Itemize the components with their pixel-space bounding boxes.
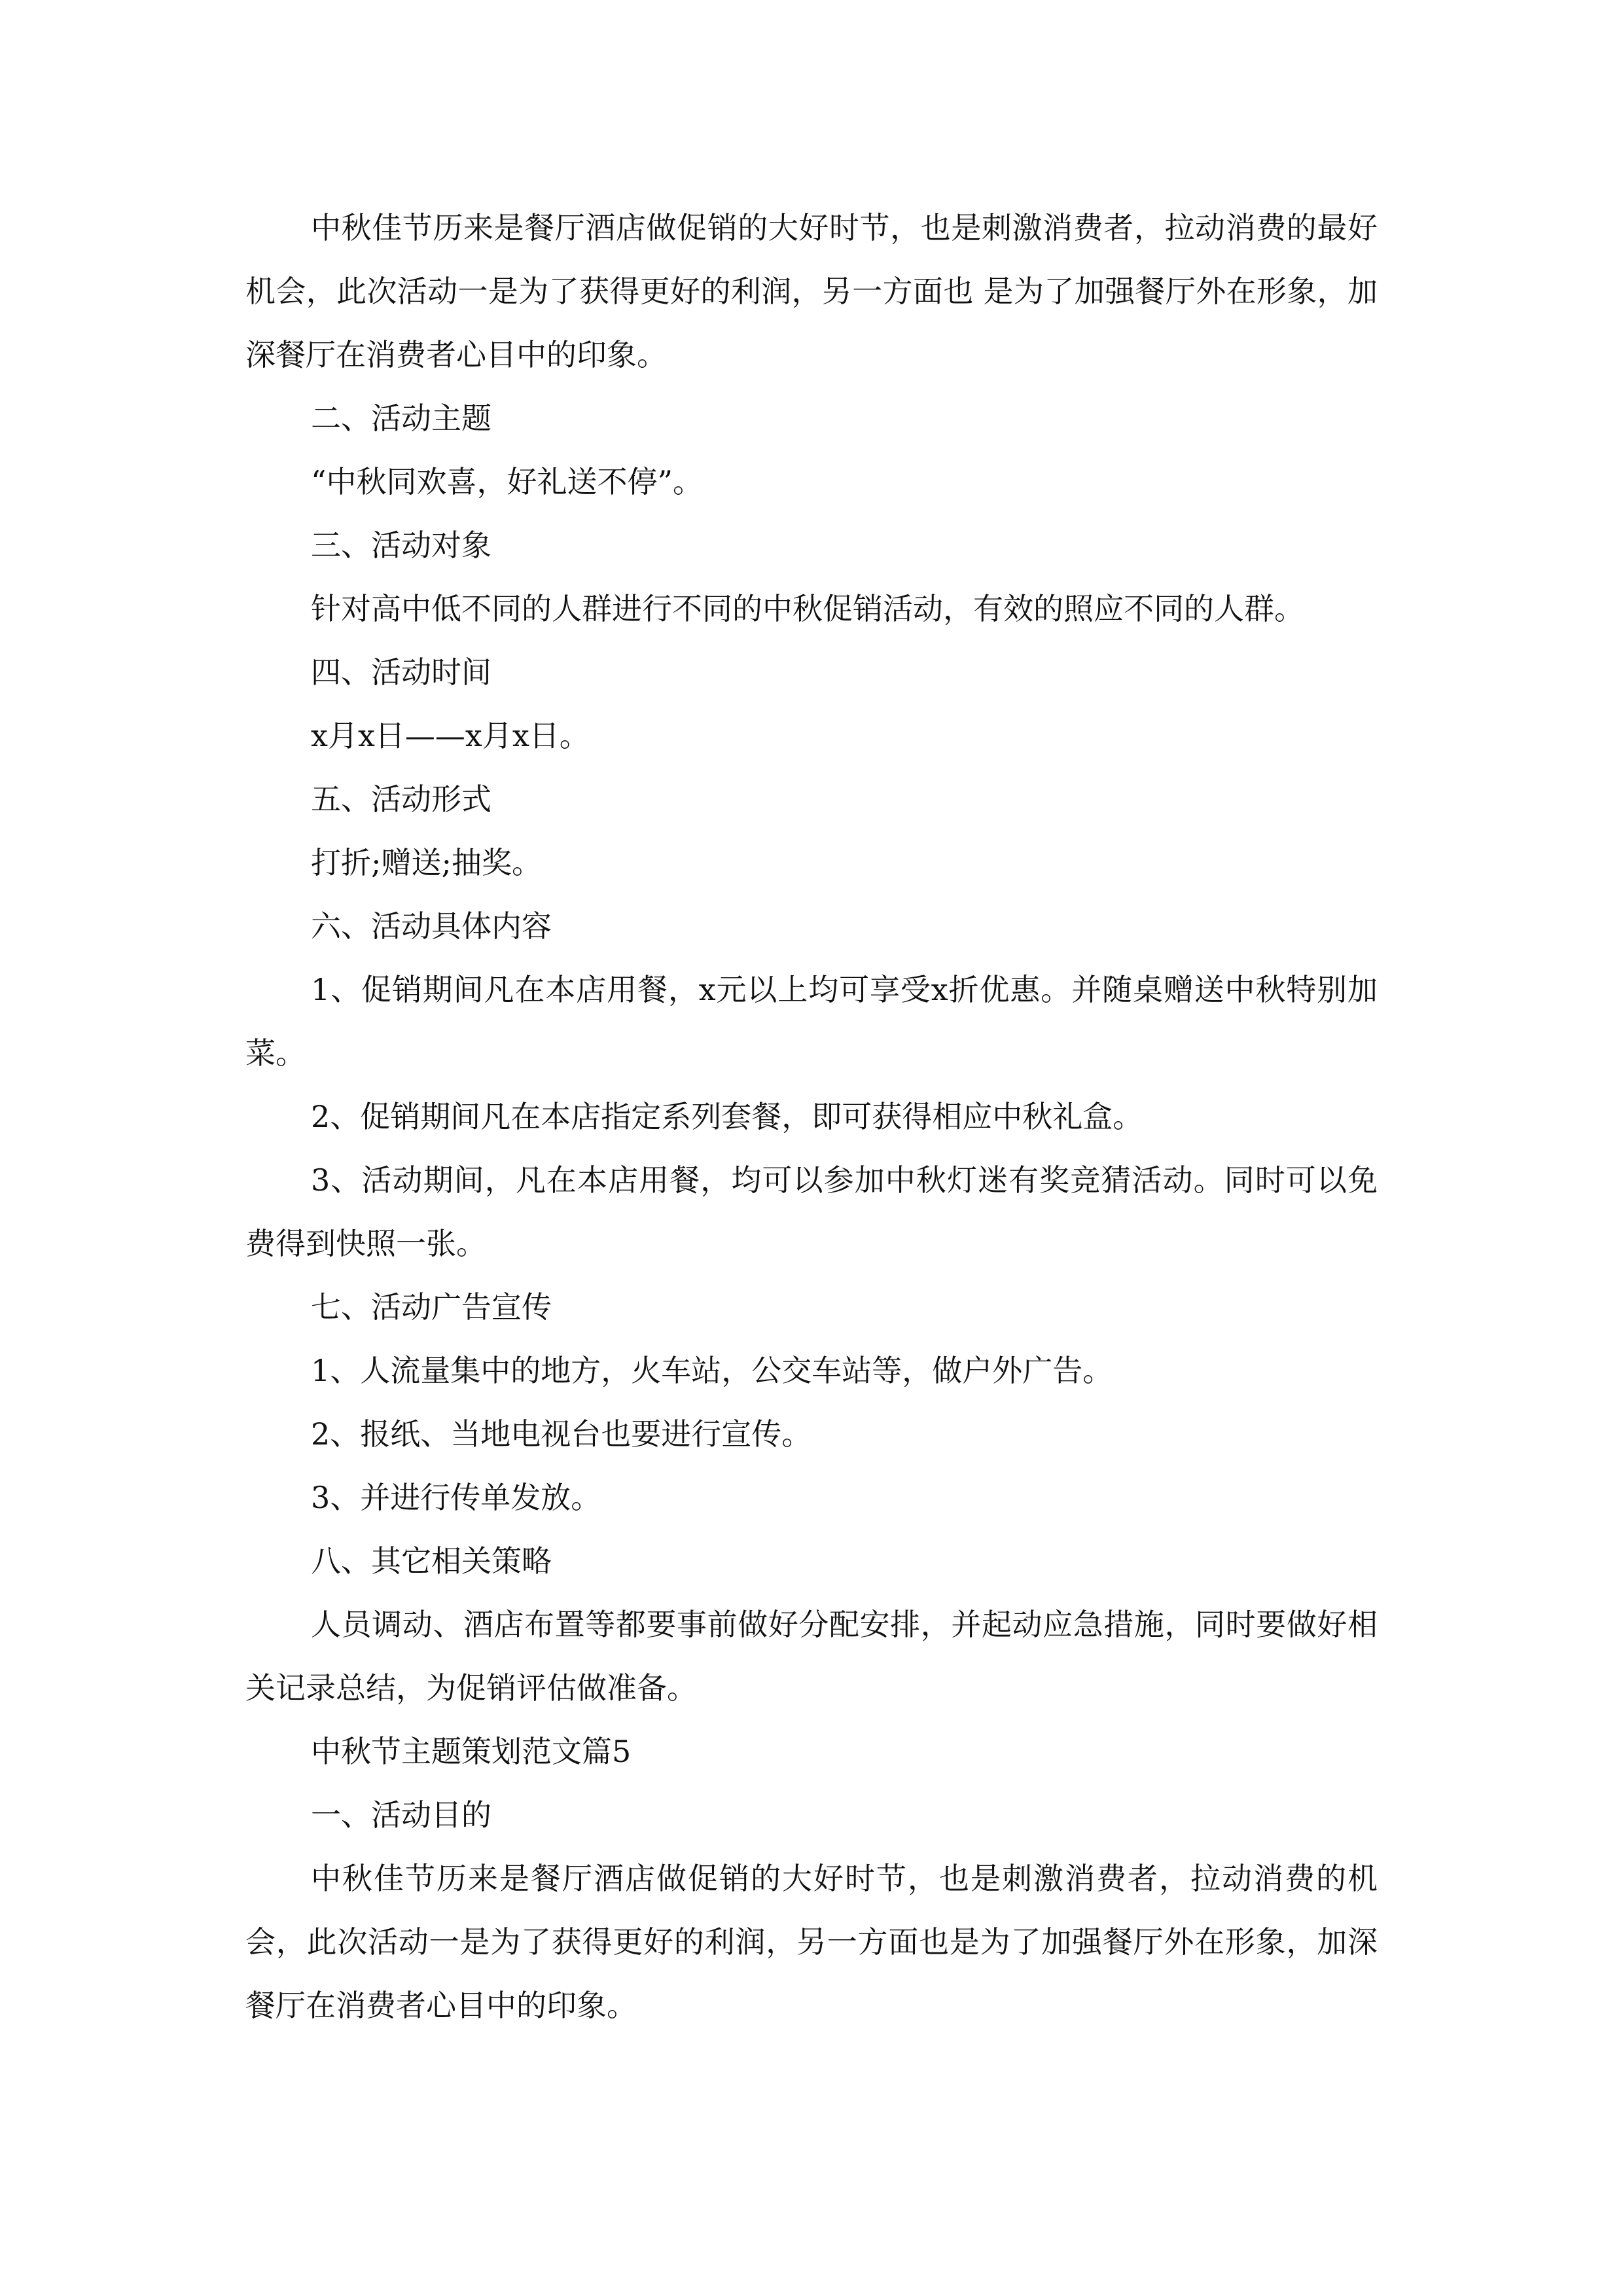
audience-paragraph: 针对高中低不同的人群进行不同的中秋促销活动，有效的照应不同的人群。 (311, 591, 1304, 626)
strategy-paragraph: 人员调动、酒店布置等都要事前做好分配安排，并起动应急措施，同时要做好相关记录总结，为促销评估做准备。 (245, 1607, 1378, 1706)
format-paragraph: 打折;赠送;抽奖。 (311, 845, 542, 880)
article-title: 中秋节主题策划范文篇5 (311, 1734, 632, 1769)
theme-slogan: “中秋同欢喜，好礼送不停”。 (311, 464, 704, 499)
section-heading-content: 六、活动具体内容 (311, 908, 552, 944)
purpose-paragraph: 中秋佳节历来是餐厅酒店做促销的大好时节，也是刺激消费者，拉动消费的机会，此次活动一是为了获得更好的利润，另一方面也是为了加强餐厅外在形象，加深餐厅在消费者心目中的印象。 (245, 1861, 1378, 2023)
section-heading-audience: 三、活动对象 (311, 528, 491, 563)
intro-paragraph: 中秋佳节历来是餐厅酒店做促销的大好时节，也是刺激消费者，拉动消费的最好机会，此次活动一是为了获得更好的利润，另一方面也 是为了加强餐厅外在形象，加深餐厅在消费者心目中的印象。 (245, 210, 1378, 372)
section-heading-time: 四、活动时间 (311, 655, 491, 690)
section-heading-format: 五、活动形式 (311, 781, 491, 817)
content-item-2: 2、促销期间凡在本店指定系列套餐，即可获得相应中秋礼盒。 (311, 1099, 1143, 1134)
advertising-item-1: 1、人流量集中的地方，火车站，公交车站等，做户外广告。 (311, 1353, 1113, 1388)
advertising-item-3: 3、并进行传单发放。 (311, 1480, 601, 1515)
section-heading-strategy: 八、其它相关策略 (311, 1543, 552, 1579)
section-heading-advertising: 七、活动广告宣传 (311, 1289, 552, 1325)
time-paragraph: x月x日——x月x日。 (311, 718, 590, 753)
advertising-item-2: 2、报纸、当地电视台也要进行宣传。 (311, 1416, 812, 1452)
content-item-1: 1、促销期间凡在本店用餐，x元以上均可享受x折优惠。并随桌赠送中秋特别加菜。 (245, 972, 1378, 1071)
content-item-3: 3、活动期间，凡在本店用餐，均可以参加中秋灯迷有奖竞猜活动。同时可以免费得到快照一张。 (245, 1162, 1378, 1261)
section-heading-purpose: 一、活动目的 (311, 1797, 491, 1833)
document-body (245, 196, 1378, 2037)
section-heading-theme: 二、活动主题 (311, 401, 491, 436)
